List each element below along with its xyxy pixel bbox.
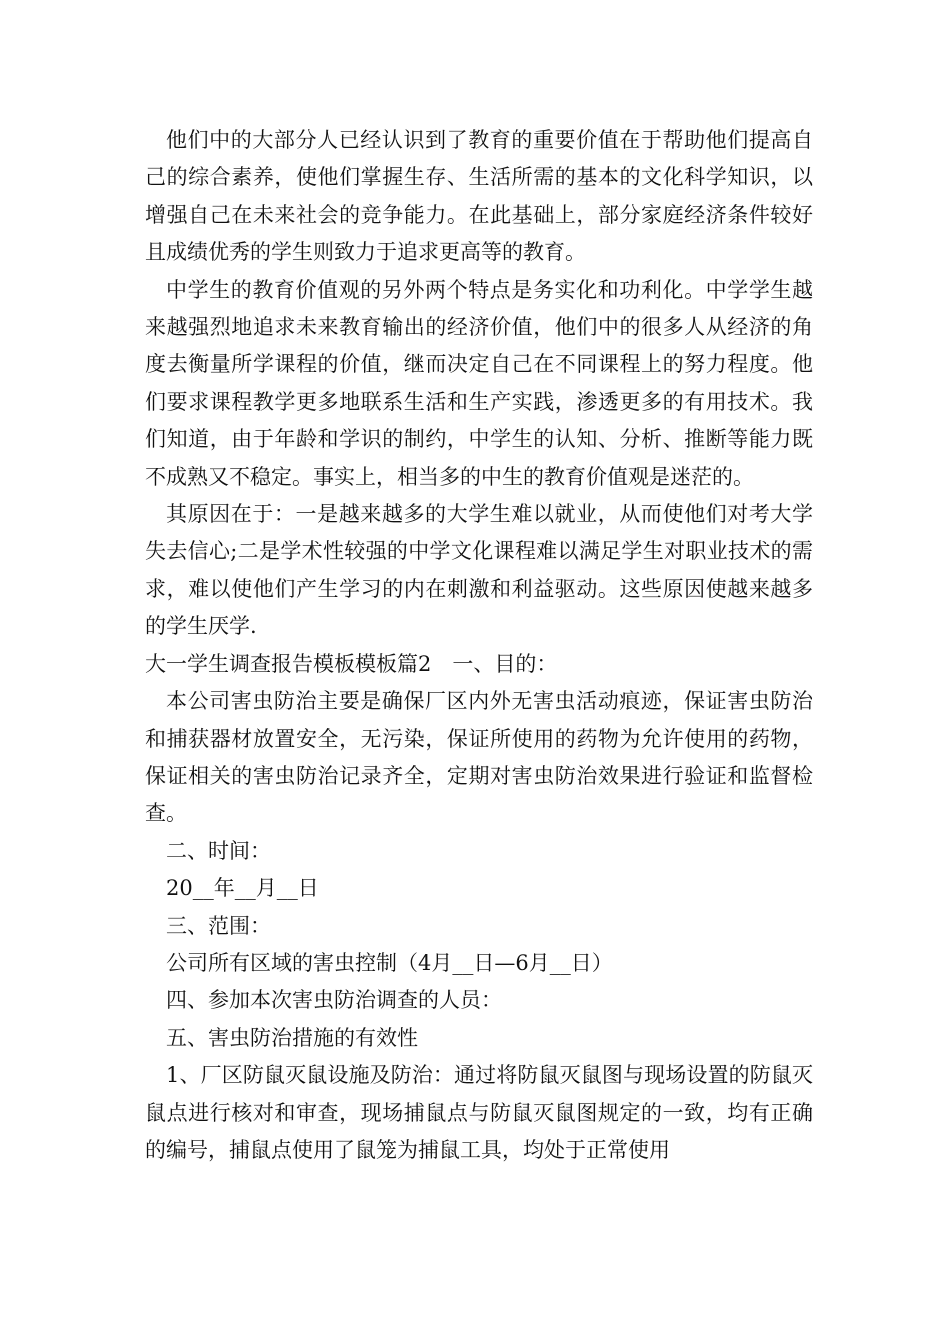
heading-effectiveness: 五、害虫防治措施的有效性 <box>166 1025 418 1050</box>
paragraph-pragmatism: 中学生的教育价值观的另外两个特点是务实化和功利化。中学学生越来越强烈地追求未来教育输出的经济价值，他们中的很多人从经济的角度去衡量所学课程的价值，继而决定自己在不同课程上的努力程度。他们要求课程教学更多地联系生活和生产实践，渗透更多的有用技术。我们知道，由于年龄和学识的制约，中学生的认知、分析、推断等能力既不成熟又不稳定。事实上，相当多的中生的教育价值观是迷茫的。 <box>145 277 813 489</box>
section-title: 大一学生调查报告模板模板篇2 一、目的： <box>145 651 558 676</box>
paragraph-causes: 其原因在于：一是越来越多的大学生难以就业，从而使他们对考大学失去信心;二是学术性较强的中学文化课程难以满足学生对职业技术的需求，难以使他们产生学习的内在刺激和利益驱动。这些原因使越来越多的学生厌学. <box>145 502 813 639</box>
date-line: 20__年__月__日 <box>166 876 319 901</box>
paragraph-purpose: 本公司害虫防治主要是确保厂区内外无害虫活动痕迹，保证害虫防治和捕获器材放置安全，无污染，保证所使用的药物为允许使用的药物，保证相关的害虫防治记录齐全，定期对害虫防治效果进行验证和监督检查。 <box>145 689 813 826</box>
scope-line: 公司所有区域的害虫控制（4月__日—6月__日） <box>166 950 613 975</box>
heading-participants: 四、参加本次害虫防治调查的人员： <box>166 988 502 1013</box>
document-body <box>145 122 813 1169</box>
paragraph-values-awareness: 他们中的大部分人已经认识到了教育的重要价值在于帮助他们提高自己的综合素养，使他们掌握生存、生活所需的基本的文化科学知识，以增强自己在未来社会的竞争能力。在此基础上，部分家庭经济条件较好且成绩优秀的学生则致力于追求更高等的教育。 <box>145 128 813 265</box>
paragraph-rodent-control: 1、厂区防鼠灭鼠设施及防治：通过将防鼠灭鼠图与现场设置的防鼠灭鼠点进行核对和审查，现场捕鼠点与防鼠灭鼠图规定的一致，均有正确的编号，捕鼠点使用了鼠笼为捕鼠工具，均处于正常使用 <box>145 1063 813 1162</box>
heading-scope: 三、范围： <box>166 913 271 938</box>
heading-time: 二、时间： <box>166 838 271 863</box>
